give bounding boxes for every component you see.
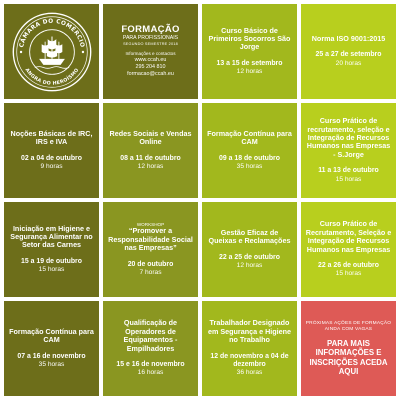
info-tile: [103, 4, 198, 99]
course-grid: [4, 4, 396, 396]
course-date: 02 a 04 de outubro: [21, 154, 82, 162]
course-hours: 15 horas: [335, 270, 362, 278]
course-hours: 35 horas: [38, 361, 65, 368]
course-hours: 20 horas: [335, 59, 362, 67]
course-date: 07 a 16 de novembro: [17, 352, 86, 360]
course-date: 15 a 19 de outubro: [21, 257, 82, 265]
course-date: 15 e 16 de novembro: [116, 361, 185, 369]
course-tile[interactable]: [202, 4, 297, 99]
course-date: 20 de outubro: [127, 260, 174, 268]
logo-bottom-text: ANGRA DO HEROÍSMO: [23, 67, 80, 87]
course-hours: 16 horas: [137, 369, 164, 377]
course-hours: 15 horas: [335, 175, 362, 183]
info-title: FORMAÇÃO: [121, 24, 180, 36]
course-tile[interactable]: [301, 103, 396, 198]
course-tile[interactable]: [202, 202, 297, 297]
course-title: Norma ISO 9001:2015: [311, 34, 386, 43]
course-hours: 15 horas: [38, 266, 65, 274]
course-title: Curso Prático de Recrutamento, Seleção e Integração de Recursos Humanos nas Empresas: [305, 219, 392, 254]
course-hours: 7 horas: [139, 269, 162, 276]
course-title: Gestão Eficaz de Queixas e Reclamações: [208, 227, 291, 246]
course-date: 22 a 26 de outubro: [318, 262, 379, 270]
course-hours: 12 horas: [236, 262, 263, 269]
logo-tile: [4, 4, 99, 99]
course-tile[interactable]: [4, 103, 99, 198]
course-title: Curso Básico de Primeiros Socorros São Jorge: [208, 25, 291, 52]
course-title: Formação Contínua para CAM: [207, 128, 292, 147]
course-tile[interactable]: [301, 4, 396, 99]
course-date: 22 a 25 de outubro: [219, 253, 280, 261]
course-tile[interactable]: [103, 301, 198, 396]
course-title: “Promover a Responsabilidade Social nas Empresas”: [108, 226, 193, 253]
course-hours: 36 horas: [236, 369, 263, 377]
cta-top-text: PRÓXIMAS AÇÕES DE FORMAÇÃO AINDA COM VAGAS: [305, 320, 392, 332]
phone-number[interactable]: 295 204 810: [135, 64, 166, 71]
course-tile[interactable]: [202, 103, 297, 198]
course-title: Formação Contínua para CAM: [9, 326, 94, 345]
course-tile[interactable]: [103, 103, 198, 198]
course-title: Noções Básicas de IRC, IRS e IVA: [10, 128, 93, 147]
course-tile[interactable]: [4, 202, 99, 297]
info-contacts-label: Informações e contactos: [125, 50, 176, 56]
sailing-ship-seal-icon: [9, 9, 95, 95]
more-info-button[interactable]: [301, 301, 396, 396]
course-date: 25 a 27 de setembro: [315, 51, 382, 59]
website-link[interactable]: www.ccah.eu: [134, 56, 167, 63]
course-title: Trabalhador Designado em Segurança e Higiene no Trabalho: [207, 318, 292, 345]
course-date: 08 a 11 de outubro: [120, 154, 181, 162]
course-hours: 12 horas: [236, 68, 263, 76]
course-kicker: WORKSHOP: [136, 221, 165, 227]
course-title: Curso Prático de recrutamento, seleção e Integração de Recursos Humanos nas Empresas - S.Jorge: [306, 116, 391, 159]
course-date: 09 a 18 de outubro: [219, 154, 280, 162]
svg-text:ANGRA DO HEROÍSMO: [23, 67, 80, 87]
course-tile[interactable]: [103, 202, 198, 297]
course-tile[interactable]: [4, 301, 99, 396]
logo-top-text: CÂMARA DO COMÉRCIO: [18, 18, 85, 48]
course-title: Redes Sociais e Vendas Online: [109, 128, 192, 147]
info-semester: SEGUNDO SEMESTRE 2018: [123, 41, 178, 46]
course-hours: 35 horas: [236, 163, 263, 170]
course-hours: 9 horas: [40, 163, 63, 170]
course-date: 11 a 13 de outubro: [318, 167, 379, 175]
cta-main-text: PARA MAIS INFORMAÇÕES E INSCRIÇÕES ACEDA AQUI: [309, 339, 388, 377]
email-link[interactable]: formacao@ccah.eu: [127, 71, 174, 78]
info-subtitle: PARA PROFISSIONAIS: [122, 35, 179, 42]
course-title: Iniciação em Higiene e Segurança Alimentar no Setor das Carnes: [10, 223, 93, 250]
course-date: 13 a 15 de setembro: [216, 59, 283, 67]
course-tile[interactable]: [202, 301, 297, 396]
course-date: 12 de novembro a 04 de dezembro: [210, 352, 289, 369]
course-tile[interactable]: [301, 202, 396, 297]
course-hours: 12 horas: [137, 163, 164, 170]
course-title: Qualificação de Operadores de Equipamentos - Empilhadores: [123, 318, 178, 353]
